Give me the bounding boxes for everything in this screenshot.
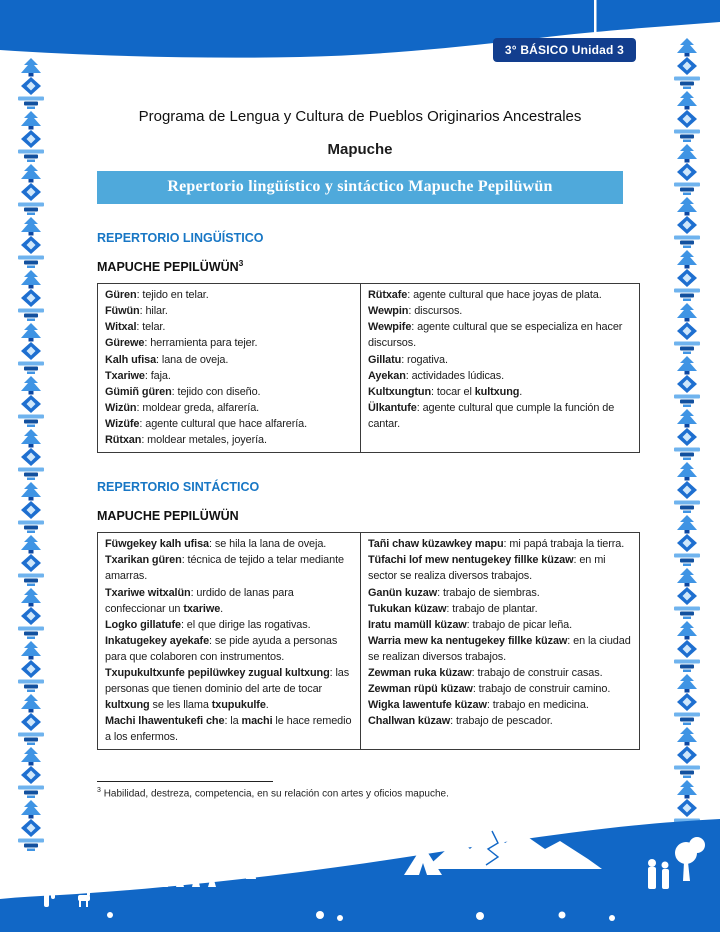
language-title: Mapuche xyxy=(327,141,393,158)
table-entry: Challwan küzaw: trabajo de pescador. xyxy=(368,715,553,728)
table-entry: Kultxungtun: tocar el kultxung. xyxy=(368,385,523,398)
table-entry: Txupukultxunfe pepilüwkey zugual kultxung: las personas que tienen dominio del arte de tocar kultxung se les llama txupukulfe. xyxy=(105,667,350,712)
table-entry: Rütxan: moldear metales, joyería. xyxy=(105,434,267,446)
section-heading-linguistico: REPERTORIO LINGÜÍSTICO xyxy=(97,231,264,245)
tree-silhouette xyxy=(227,818,278,879)
table-entry: Gümiñ güren: tejido con diseño. xyxy=(105,385,261,398)
table-entry: Güren: tejido en telar. xyxy=(105,289,209,302)
table-cell-right xyxy=(361,533,640,750)
program-title: Programa de Lengua y Cultura de Pueblos Originarios Ancestrales xyxy=(138,108,582,125)
section-heading-sintactico: REPERTORIO SINTÁCTICO xyxy=(97,480,260,495)
table-entry: Wigka lawentufe küzaw: trabajo en medicina. xyxy=(368,699,589,712)
table-entry: Tüfachi lof mew nentugekey fillke küzaw: en mi sector se realiza diversos trabajos. xyxy=(368,554,606,583)
table-entry: Kalh ufisa: lana de oveja. xyxy=(105,353,229,366)
table-entry: Tukukan küzaw: trabajo de plantar. xyxy=(368,602,538,615)
table-entry: Zewman ruka küzaw: trabajo de construir casas. xyxy=(368,667,603,679)
right-ornament-border xyxy=(669,36,705,831)
table-entry: Warria mew ka nentugekey fillke küzaw: en la ciudad se realizan diversos trabajos. xyxy=(368,634,631,663)
table-cell-left xyxy=(98,284,361,453)
table-entry: Füwün: hilar. xyxy=(105,305,168,318)
table-entry: Wizün: moldear greda, alfarería. xyxy=(105,401,260,414)
footnote-block xyxy=(97,781,623,799)
table-entry: Wewpife: agente cultural que se especializa en hacer discursos. xyxy=(368,321,623,350)
table-entry: Ülkantufe: agente cultural que cumple la función de cantar. xyxy=(368,401,615,430)
bottom-landscape-band xyxy=(0,815,720,932)
footnote-reference: 3 xyxy=(238,258,244,268)
table-entry: Txariwe witxalün: urdido de lanas para confeccionar un txariwe. xyxy=(105,586,294,615)
table-entry: Tañi chaw küzawkey mapu: mi papá trabaja la tierra. xyxy=(368,538,625,551)
page-content xyxy=(97,108,631,800)
table-cell-left xyxy=(98,533,361,750)
table-entry: Rütxafe: agente cultural que hace joyas de plata. xyxy=(368,289,602,302)
syntactic-repertoire-table xyxy=(97,532,640,750)
unit-badge: 3° BÁSICO Unidad 3 xyxy=(493,38,636,62)
table-entry: Inkatugekey ayekafe: se pide ayuda a personas para que colaboren con instrumentos. xyxy=(105,634,338,663)
table-entry: Wizüfe: agente cultural que hace alfarería. xyxy=(105,417,308,430)
footnote-divider xyxy=(97,781,273,782)
page-title-banner: Repertorio lingüístico y sintáctico Mapuche Pepilüwün xyxy=(97,171,623,204)
left-ornament-border xyxy=(13,56,49,851)
sub-heading-pepiluwun-2 xyxy=(97,507,623,523)
table-entry: Gürewe: herramienta para tejer. xyxy=(105,337,258,350)
table-cell-right xyxy=(361,284,640,453)
linguistic-repertoire-table xyxy=(97,283,640,453)
sub-heading-text: MAPUCHE PEPILÜWÜN xyxy=(97,509,239,524)
sub-heading-text: MAPUCHE PEPILÜWÜN xyxy=(97,260,239,275)
footnote-body: Habilidad, destreza, competencia, en su relación con artes y oficios mapuche. xyxy=(103,788,449,800)
table-entry: Witxal: telar. xyxy=(105,321,166,334)
table-entry: Ganün kuzaw: trabajo de siembras. xyxy=(368,586,540,599)
birds-silhouette xyxy=(170,827,386,839)
table-entry: Ayekan: actividades lúdicas. xyxy=(368,369,505,382)
table-entry: Zewman rüpü küzaw: trabajo de construir camino. xyxy=(368,683,611,696)
table-entry: Füwgekey kalh ufisa: se hila la lana de oveja. xyxy=(105,538,327,551)
footnote-text xyxy=(97,787,623,799)
table-entry: Machi lhawentukefi che: la machi le hace remedio a los enfermos. xyxy=(105,715,352,744)
table-entry: Iratu mamüll küzaw: trabajo de picar leña. xyxy=(368,618,573,631)
table-entry: Wewpin: discursos. xyxy=(368,305,463,318)
footnote-marker: 3 xyxy=(97,787,101,795)
table-entry: Txariwe: faja. xyxy=(105,369,171,382)
table-entry: Logko gillatufe: el que dirige las rogativas. xyxy=(105,618,311,631)
sub-heading-pepiluwun-1 xyxy=(97,258,623,274)
table-entry: Txarikan güren: técnica de tejido a telar mediante amarras. xyxy=(105,554,344,583)
table-entry: Gillatu: rogativa. xyxy=(368,353,448,366)
